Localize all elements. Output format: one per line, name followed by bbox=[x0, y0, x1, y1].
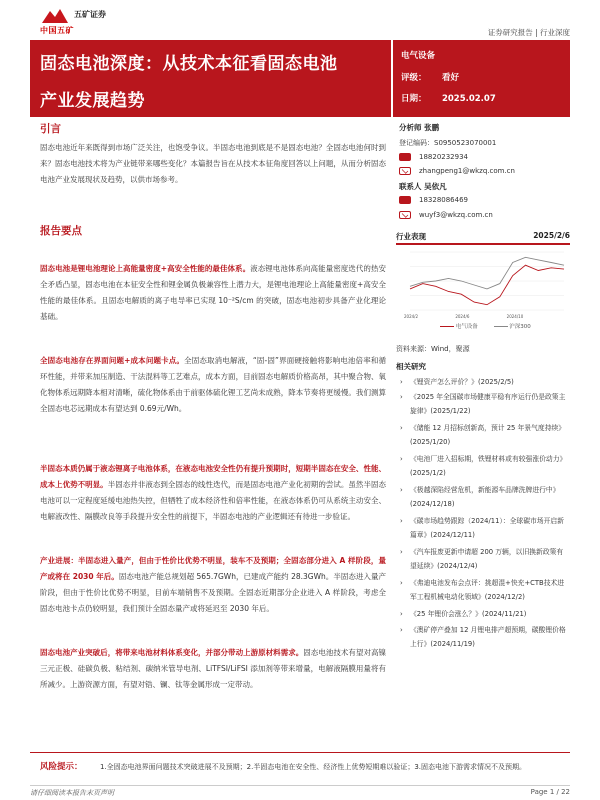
summary-point-3-text: 半固态并非液态到全固态的线性迭代，而是固态电池产业化初期的尝试。虽然半固态电池可以一定程度延缓电池热失控，但牺牲了成本经济性和倍率性能，在液态体系仍可从系统主动安全、电解液改性、隔膜改良等手段提升安全性的前提下，半固态电池的产业逻辑还有待进一步验证。 bbox=[40, 480, 387, 521]
related-item[interactable]: › 《2025 年全国碳市场健康平稳有序运行仍是政策主旋律》(2025/1/22) bbox=[400, 390, 570, 418]
summary-point-4 bbox=[40, 553, 386, 617]
summary-point-1 bbox=[40, 261, 386, 325]
company-logo-text: 中国五矿 bbox=[40, 26, 74, 35]
related-item[interactable]: › 《极越深陷经营危机，新能源车品牌洗牌进行中》(2024/12/18) bbox=[400, 483, 570, 511]
bullet-icon: › bbox=[400, 517, 403, 525]
summary-point-5-text: 固态电池技术有望对高镍三元正极、硅碳负极、粘结剂、碳纳米管导电剂、LiTFSI/LiFSI 添加剂等带来增量，电解液隔膜用量将有所减少。上游资源方面，有望对锆、镧、钛等金属形成一定带动。 bbox=[40, 648, 387, 689]
intro-text: 固态电池近年来既得到市场广泛关注，也饱受争议。半固态电池到底是不是固态电池？全固态电池何时到来？固态电池技术将为产业链带来哪些变化？本篇报告旨在从技术本征角度回答以上问题，从而分析固态电池产业发展现状及趋势，以供市场参考。 bbox=[40, 143, 386, 184]
performance-heading: 行业表现 bbox=[396, 232, 426, 241]
related-research-heading: 相关研究 bbox=[396, 362, 426, 371]
related-item[interactable]: › 《电池厂进入招标期，铁锂材料或有较强涨价动力》(2025/1/2) bbox=[400, 452, 570, 480]
related-item[interactable]: › 《弗迪电池发布会点评：挑超混+快充+CTB技术进军工程机械电动化领域》(2024/12/2) bbox=[400, 576, 570, 604]
phone-icon bbox=[399, 196, 411, 204]
report-title-line2: 产业发展趋势 bbox=[40, 91, 145, 111]
contact-heading: 联系人 吴依凡 bbox=[399, 182, 447, 191]
related-item[interactable]: › 《25 年锂价会涨么？》(2024/11/21) bbox=[400, 607, 570, 621]
analyst-phone-value: 18820232934 bbox=[419, 153, 468, 161]
summary-point-3-highlight: 半固态本质仍属于液态锂离子电池体系，在液态电池安全性仍有提升预期时，短期半固态在安全、性能、成本上优势不明显。 bbox=[40, 464, 386, 489]
report-type: 证券研究报告 | 行业深度 bbox=[487, 28, 570, 37]
risk-label: 风险提示： bbox=[40, 762, 83, 772]
contact-phone-value: 18328086469 bbox=[419, 196, 468, 204]
email-icon bbox=[399, 167, 411, 175]
summary-point-5 bbox=[40, 645, 386, 693]
contact-email-value[interactable]: wuyf3@wkzq.com.cn bbox=[419, 211, 493, 219]
summary-point-1-text: 液态锂电池体系向高能量密度迭代的热安全矛盾凸显，固态电池在本征安全性和锂金属负极兼容性上潜力大，是锂电池理论上高能量密度+高安全性能的最佳体系。且固态电解质的离子电导率已实现 10⁻²S/cm 的突破，固态电池初步具备产业化理论基础。 bbox=[40, 264, 386, 321]
date-label: 日期： bbox=[401, 94, 427, 104]
bullet-icon: › bbox=[400, 455, 403, 463]
chart-source: 资料来源：Wind，聚源 bbox=[396, 345, 470, 353]
related-item[interactable]: › 《碳市场趋势跟踪（2024/11）：全球碳市场开启新篇章》(2024/12/11) bbox=[400, 514, 570, 542]
performance-date: 2025/2/6 bbox=[533, 231, 570, 240]
securities-name: 五矿证券 bbox=[74, 10, 106, 19]
date-row bbox=[401, 92, 496, 104]
rating-row bbox=[401, 71, 459, 83]
x-tick-3: 2024/10 bbox=[506, 314, 524, 319]
related-item[interactable]: › 《澳矿停产叠加 12 月锂电排产超预期，碳酸锂价格上行》(2024/11/19) bbox=[400, 623, 570, 651]
analyst-registration: 登记编码：S0950523070001 bbox=[399, 139, 497, 147]
company-logo-icon bbox=[42, 9, 68, 23]
chart-legend bbox=[396, 322, 570, 330]
summary-point-2-highlight: 全固态电池存在界面问题+成本问题卡点。 bbox=[40, 356, 185, 365]
bullet-icon: › bbox=[400, 486, 403, 494]
rating-value: 看好 bbox=[441, 73, 459, 83]
summary-point-5-highlight: 固态电池产业突破后，将带来电池材料体系变化，并部分带动上游原材料需求。 bbox=[40, 648, 304, 657]
rating-label: 评级： bbox=[401, 73, 427, 83]
series-csi300-line bbox=[410, 257, 564, 289]
summary-point-4-highlight: 产业进展：半固态进入量产，但由于性价比优势不明显，装车不及预期；全固态部分进入 A 样阶段，量产或将在 2030 年后。 bbox=[40, 556, 386, 581]
bullet-icon: › bbox=[400, 393, 403, 401]
summary-point-2-text: 全固态取消电解液，“固-固”界面硬接触将影响电池倍率和循环性能，并带来加压制造、干法混料等工艺难点，成本方面，目前固态电解质价格高昂，其中聚合物、氧化物体系远期降本相对清晰，硫化物体系由于前驱体硫化锂工艺尚未成熟，降本节奏将更缓慢。我们测算全固态电芯远期成本有望达到 0.69元/Wh。 bbox=[40, 356, 386, 413]
legend-csi300: 沪深300 bbox=[509, 324, 531, 330]
analyst-email bbox=[399, 167, 515, 175]
bullet-icon: › bbox=[400, 548, 403, 556]
bullet-icon: › bbox=[400, 610, 403, 618]
x-tick-1: 2024/2 bbox=[404, 314, 419, 319]
related-item[interactable]: › 《汽车报废更新申请超 200 万辆，以旧换新政策有望延续》(2024/12/4) bbox=[400, 545, 570, 573]
footer-divider bbox=[30, 785, 570, 786]
intro-heading: 引言 bbox=[40, 123, 61, 135]
related-item[interactable]: › 《储能 12 月招标创新高，预计 25 年景气度持续》(2025/1/20) bbox=[400, 421, 570, 449]
bullet-icon: › bbox=[400, 579, 403, 587]
disclaimer-note: 请仔细阅读本报告末页声明 bbox=[30, 789, 114, 797]
email-icon bbox=[399, 211, 411, 219]
legend-swatch-electrical bbox=[440, 326, 454, 327]
summary-heading: 报告要点 bbox=[40, 225, 82, 237]
legend-electrical: 电气设备 bbox=[455, 324, 478, 330]
page-number: Page 1 / 22 bbox=[530, 788, 570, 796]
risk-divider bbox=[30, 752, 570, 753]
series-electrical-equipment-line bbox=[410, 265, 564, 305]
bullet-icon: › bbox=[400, 626, 403, 634]
summary-point-4-text: 固态电池产能总规划超 565.7GWh，已建成产能约 28.3GWh。半固态进入量产阶段，但由于性价比优势不明显，目前车端销售不及预期。全固态近期部分企业进入 A 样阶段，考虑全固态电池卡点仍较明显，我们预计全固态量产或将延迟至 2030 年后。 bbox=[40, 572, 386, 613]
phone-icon bbox=[399, 153, 411, 161]
analyst-heading: 分析师 张鹏 bbox=[399, 123, 440, 132]
contact-email bbox=[399, 211, 493, 219]
contact-phone bbox=[399, 196, 468, 204]
analyst-phone bbox=[399, 153, 468, 161]
date-value: 2025.02.07 bbox=[441, 94, 496, 104]
performance-chart bbox=[396, 244, 570, 332]
risk-text: 1.全固态电池界面问题技术突破进展不及预期；2.半固态电池在安全性、经济性上优势短期难以验证；3.固态电池下游需求情况不及预期。 bbox=[100, 763, 527, 771]
industry-name: 电气设备 bbox=[401, 51, 436, 61]
legend-swatch-csi300 bbox=[494, 326, 508, 327]
summary-point-1-highlight: 固态电池是锂电池理论上高能量密度+高安全性能的最佳体系。 bbox=[40, 264, 251, 273]
report-title-line1: 固态电池深度：从技术本征看固态电池 bbox=[40, 54, 338, 74]
summary-point-2 bbox=[40, 353, 386, 417]
bullet-icon: › bbox=[400, 424, 403, 432]
bullet-icon: › bbox=[400, 378, 403, 386]
x-tick-2: 2024/6 bbox=[455, 314, 470, 319]
performance-header bbox=[396, 231, 570, 242]
summary-point-3 bbox=[40, 461, 386, 525]
related-item[interactable]: › 《锂资产怎么评价？》(2025/2/5) bbox=[400, 375, 570, 389]
analyst-email-value[interactable]: zhangpeng1@wkzq.com.cn bbox=[419, 167, 515, 175]
